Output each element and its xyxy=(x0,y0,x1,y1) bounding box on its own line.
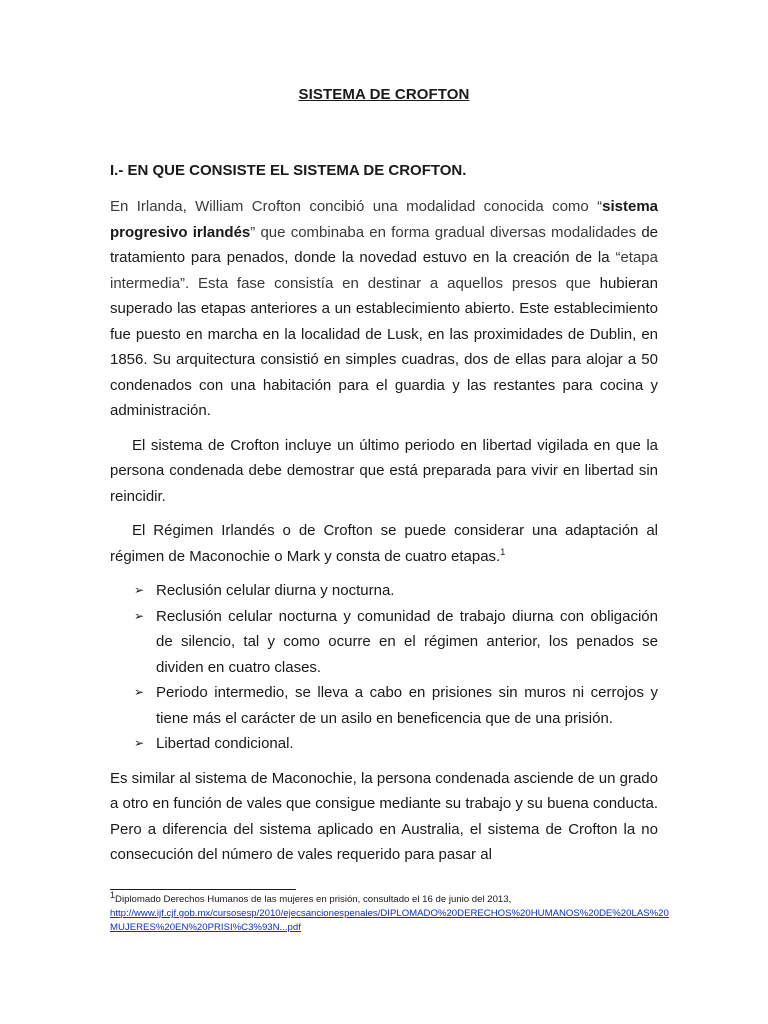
paragraph-intro xyxy=(110,194,658,424)
paragraph-regimen-text: El Régimen Irlandés o de Crofton se puede considerar una adaptación al régimen de Maconochie o Mark y consta de cuatro etapas. xyxy=(110,522,658,565)
document-body xyxy=(110,194,658,877)
paragraph-maconochie: Es similar al sistema de Maconochie, la persona condenada asciende de un grado a otro en función de vales que consigue mediante su trabajo y su buena conducta. Pero a diferencia del sistema aplicado en Australia, el sistema de Crofton la no consecución del número de vales requerido para pasar al xyxy=(110,769,658,863)
arrow-bullet-icon: ➢ xyxy=(134,583,145,597)
paragraph-intro-a: En Irlanda, William Crofton concibió una modalidad conocida como “ xyxy=(110,198,603,215)
footnote xyxy=(110,889,670,935)
arrow-bullet-icon: ➢ xyxy=(134,608,145,623)
list-item-text: Reclusión celular diurna y nocturna. xyxy=(156,582,395,599)
list-item xyxy=(110,731,658,757)
footnote-divider xyxy=(110,889,296,890)
list-item xyxy=(110,604,658,681)
document-title: SISTEMA DE CROFTON xyxy=(298,86,470,103)
paragraph-intro-c: ” que combinaba en forma gradual diversas modalidades xyxy=(250,223,637,241)
list-item-text: Periodo intermedio, se lleva a cabo en prisiones sin muros ni cerrojos y tiene más el carácter de un asilo en beneficencia que de una prisión. xyxy=(156,684,658,727)
list-item xyxy=(110,680,658,731)
footnote-text: Diplomado Derechos Humanos de las mujeres en prisión, consultado el 16 de junio del 2013, xyxy=(115,894,512,905)
footnote-reference[interactable]: 1 xyxy=(500,546,506,557)
paragraph-regimen xyxy=(110,518,658,569)
paragraph-intro-d: de tratamiento para penados, donde la novedad estuvo en la creación de la xyxy=(110,223,659,266)
footnote-link[interactable]: http://www.ijf.cjf.gob.mx/cursosesp/2010/ejecsancionespenales/DIPLOMADO%20DERECHOS%20HUMANOS%20DE%20LAS%20MUJERES%20EN%20PRISI%C3%93N...pdf xyxy=(110,908,669,933)
paragraph-libertad: El sistema de Crofton incluye un último periodo en libertad vigilada en que la persona condenada debe demostrar que está preparada para vivir en libertad sin reincidir. xyxy=(110,436,658,505)
list-item-text: Libertad condicional. xyxy=(156,735,294,752)
paragraph-intro-e: “etapa intermedia”. Esta fase consistía en destinar a aquellos presos que xyxy=(110,249,658,292)
arrow-bullet-icon: ➢ xyxy=(134,685,145,699)
footnote-number: 1 xyxy=(110,889,116,900)
list-item-text: Reclusión celular nocturna y comunidad de trabajo diurna con obligación de silencio, tal y como ocurre en el régimen anterior, los penados se dividen en cuatro clases. xyxy=(156,607,658,676)
paragraph-intro-bold: sistema progresivo irlandés xyxy=(110,198,658,241)
list-item xyxy=(110,578,658,604)
stages-list xyxy=(110,578,658,757)
paragraph-intro-f: hubieran superado las etapas anteriores a un establecimiento abierto. Este establecimiento fue puesto en marcha en la localidad de Lusk, en las proximidades de Dublin, en 1856. Su arquitectura consistió en simples cuadras, dos de ellas para alojar a 50 condenados con una habitación para el guardia y las restantes para cocina y administración. xyxy=(110,274,658,419)
arrow-bullet-icon: ➢ xyxy=(134,736,145,750)
section-heading: I.- EN QUE CONSISTE EL SISTEMA DE CROFTON. xyxy=(110,162,467,179)
